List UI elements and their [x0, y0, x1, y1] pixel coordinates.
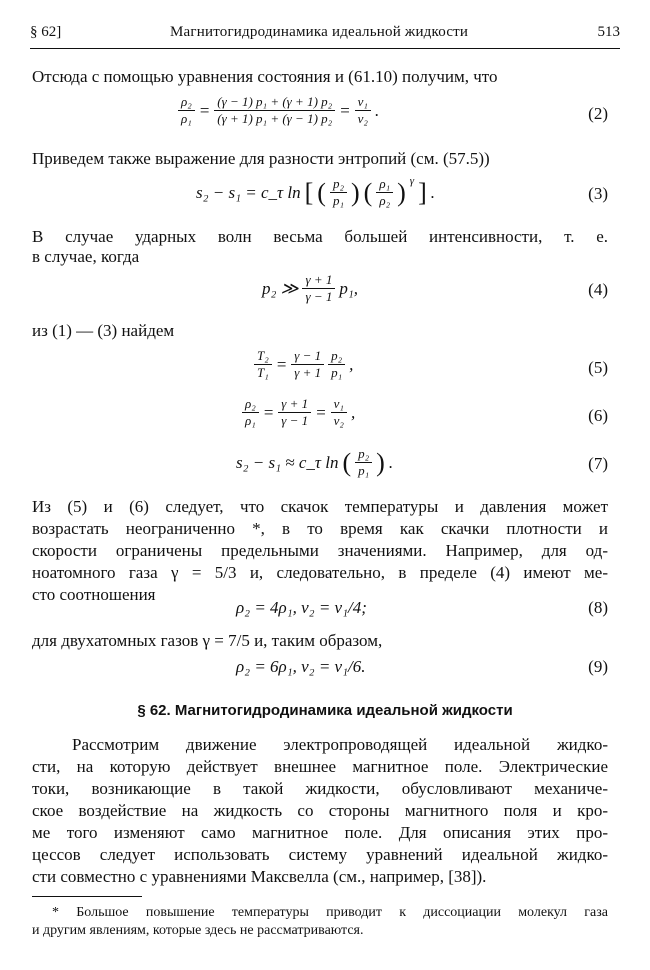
- equation-9: ρ₂ = 6ρ₁, v₂ = v₁/6.: [236, 657, 366, 676]
- eq4-number: (4): [588, 280, 608, 299]
- eq3-number: (3): [588, 184, 608, 203]
- eq5-mid: $\frac{\gamma - 1}{\gamma + 1}$: [291, 348, 324, 381]
- paragraph-2-line: токи, возникающие в такой жидкости, обусловливают механиче-: [32, 779, 608, 798]
- eq3-lhs: s₂ − s₁ = c_τ ln: [196, 182, 301, 202]
- header-rule: [30, 48, 620, 49]
- eq2-rhs: $\frac{\text{v₁}}{\text{v₂}}$: [355, 94, 371, 127]
- equation-2: $\frac{\text{ρ₂}}{\text{ρ₁}}$ = $\frac{\text{(γ − 1) p₁ + (γ + 1) p₂}}{\text{(γ + 1) p₁ + (γ − 1) p₂}}$ = $\frac{\text{v₁}}{\text{v₂}}$ .: [178, 94, 379, 127]
- header-title: Магнитогидродинамика идеальной жидкости: [170, 24, 469, 40]
- eq3-frac2: $\frac{\text{ρ₁}}{\text{ρ₂}}$: [376, 176, 393, 209]
- eq6-number: (6): [588, 406, 608, 425]
- paragraph-2-line: ское воздействие на жидкость со стороны магнитного поля и кро-: [32, 801, 608, 820]
- eq7-frac: $\frac{\text{p₂}}{\text{p₁}}$: [355, 446, 372, 479]
- footnote-rule: [32, 896, 142, 897]
- eq4-frac: $\frac{\gamma + 1}{\gamma - 1}$: [302, 272, 335, 305]
- strong-shock-line-2: в случае, когда: [32, 247, 140, 266]
- equation-5: $\frac{\text{T₂}}{\text{T₁}}$ = $\frac{\gamma - 1}{\gamma + 1}$ $\frac{\text{p₂}}{\text{p₁}}$ ,: [254, 348, 353, 381]
- paragraph-2-line: ме того изменяют само магнитное поле. Для описания этих про-: [32, 823, 608, 842]
- paragraph-2-line: сти, на которую действует внешнее магнитное поле. Электрические: [32, 757, 608, 776]
- eq7-lhs: s₂ − s₁ ≈ c_τ ln: [236, 452, 339, 472]
- eq3-frac1: $\frac{\text{p₂}}{\text{p₁}}$: [330, 176, 347, 209]
- equation-8: ρ₂ = 4ρ₁, v₂ = v₁/4;: [236, 598, 367, 617]
- paragraph-1-line: возрастать неограниченно *, в то время как скачки плотности и: [32, 519, 608, 538]
- eq4-lhs: p₂ ≫: [262, 278, 299, 298]
- paragraph-2-last-line: сти совместно с уравнениями Максвелла (см., например, [38]).: [32, 867, 487, 886]
- equation-7: s₂ − s₁ ≈ c_τ ln ( $\frac{\text{p₂}}{\text{p₁}}$ ) .: [236, 446, 394, 478]
- strong-shock-line-1: В случае ударных волн весьма большей интенсивности, т. е.: [32, 227, 608, 246]
- paragraph-1-line: ноатомного газа γ = 5/3 и, следовательно, в пределе (4) имеют ме-: [32, 563, 608, 582]
- intro-text: Отсюда с помощью уравнения состояния и (61.10) получим, что: [32, 67, 498, 86]
- section-heading: § 62. Магнитогидродинамика идеальной жидкости: [137, 702, 513, 719]
- eq8-number: (8): [588, 598, 608, 617]
- paragraph-1-line: сто соотношения: [32, 585, 156, 604]
- eq2-lhs: $\frac{\text{ρ₂}}{\text{ρ₁}}$: [178, 94, 195, 127]
- running-header: [30, 24, 620, 44]
- eq9-number: (9): [588, 657, 608, 676]
- paragraph-2-line: цессов следует использовать систему уравнений идеальной жидко-: [32, 845, 608, 864]
- header-section: § 62]: [30, 24, 62, 40]
- eq6-mid: $\frac{\gamma + 1}{\gamma - 1}$: [278, 396, 311, 429]
- eq5-number: (5): [588, 358, 608, 377]
- paragraph-1-line: скорости ограничены предельными значениями. Например, для од-: [32, 541, 608, 560]
- equation-3: s₂ − s₁ = c_τ ln [ ( $\frac{\text{p₂}}{\text{p₁}}$ ) ( $\frac{\text{ρ₁}}{\text{ρ₂}}$ ) $^\gamma$ ] .: [196, 174, 436, 208]
- footnote-line-1: * Большое повышение температуры приводит к диссоциации молекул газа: [52, 905, 608, 920]
- eq6-rhs: $\frac{\text{v₁}}{\text{v₂}}$: [331, 396, 347, 429]
- footnote-line-2: и другим явлениям, которые здесь не рассматриваются.: [32, 923, 364, 938]
- eq5-rhs: $\frac{\text{p₂}}{\text{p₁}}$: [328, 348, 345, 381]
- eq3-exponent: γ: [409, 174, 415, 187]
- eq6-lhs: $\frac{\text{ρ₂}}{\text{ρ₁}}$: [242, 396, 259, 429]
- eq5-lhs: $\frac{\text{T₂}}{\text{T₁}}$: [254, 348, 272, 381]
- equation-4: [262, 272, 358, 305]
- diatomic-text: для двухатомных газов γ = 7/5 и, таким образом,: [32, 631, 383, 650]
- entropy-intro: Приведем также выражение для разности энтропий (см. (57.5)): [32, 149, 490, 168]
- paragraph-1-line: Из (5) и (6) следует, что скачок температуры и давления может: [32, 497, 608, 516]
- eq4-rhs: p₁,: [339, 278, 359, 298]
- equation-6: $\frac{\text{ρ₂}}{\text{ρ₁}}$ = $\frac{\gamma + 1}{\gamma - 1}$ = $\frac{\text{v₁}}{\text{v₂}}$ ,: [242, 396, 355, 429]
- paragraph-2-line: Рассмотрим движение электропроводящей идеальной жидко-: [72, 735, 608, 754]
- page-number: 513: [597, 24, 620, 40]
- eq7-number: (7): [588, 454, 608, 473]
- eq2-mid: $\frac{\text{(γ − 1) p₁ + (γ + 1) p₂}}{\text{(γ + 1) p₁ + (γ − 1) p₂}}$: [214, 94, 335, 127]
- find-text: из (1) — (3) найдем: [32, 321, 175, 340]
- eq2-number: (2): [588, 104, 608, 123]
